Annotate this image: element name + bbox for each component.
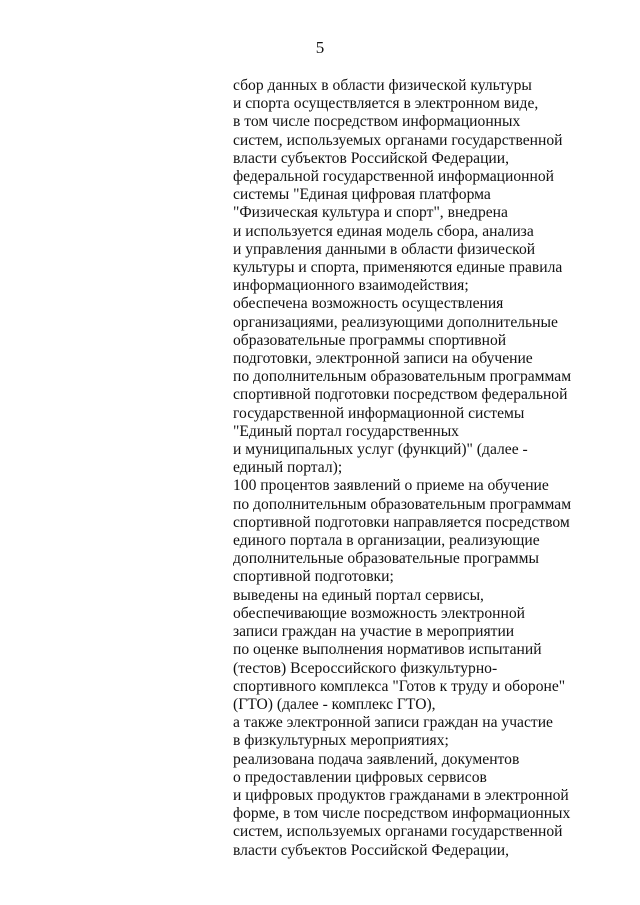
text-line: власти субъектов Российской Федерации, xyxy=(233,149,510,167)
text-line: спортивного комплекса "Готов к труду и обороне" xyxy=(233,677,566,695)
text-line: в физкультурных мероприятиях; xyxy=(233,732,449,750)
text-line: и цифровых продуктов гражданами в электронной xyxy=(233,786,569,804)
text-line: по оценке выполнения нормативов испытаний xyxy=(233,641,542,659)
text-line: и используется единая модель сбора, анализа xyxy=(233,222,534,240)
document-body xyxy=(233,77,633,860)
text-line: систем, используемых органами государственной xyxy=(233,131,563,149)
text-line: систем, используемых органами государственной xyxy=(233,823,563,841)
text-line: выведены на единый портал сервисы, xyxy=(233,586,484,604)
text-line: записи граждан на участие в мероприятии xyxy=(233,623,515,641)
text-line: культуры и спорта, применяются единые правила xyxy=(233,259,563,277)
text-line: 100 процентов заявлений о приеме на обучение xyxy=(233,477,549,495)
text-line: образовательные программы спортивной xyxy=(233,331,507,349)
text-line: и управления данными в области физической xyxy=(233,240,536,258)
text-line: организациями, реализующими дополнительные xyxy=(233,313,558,331)
text-line: обеспечена возможность осуществления xyxy=(233,295,504,313)
page-number: 5 xyxy=(315,38,325,57)
text-line: государственной информационной системы xyxy=(233,404,525,422)
text-line: и спорта осуществляется в электронном виде, xyxy=(233,95,539,113)
text-line: спортивной подготовки направляется посредством xyxy=(233,513,570,531)
text-line: по дополнительным образовательным программам xyxy=(233,495,572,513)
text-line: единого портала в организации, реализующие xyxy=(233,532,540,550)
text-line: единый портал); xyxy=(233,459,343,477)
text-line: сбор данных в области физической культуры xyxy=(233,77,532,94)
text-line: реализована подача заявлений, документов xyxy=(233,750,520,768)
text-line: а также электронной записи граждан на участие xyxy=(233,714,553,732)
text-line: в том числе посредством информационных xyxy=(233,113,521,131)
text-line: спортивной подготовки; xyxy=(233,568,394,586)
text-line: (тестов) Всероссийского физкультурно- xyxy=(233,659,498,677)
text-line: информационного взаимодействия; xyxy=(233,277,469,295)
text-line: спортивной подготовки посредством федеральной xyxy=(233,386,568,404)
text-line: "Единый портал государственных xyxy=(233,422,459,440)
text-line: и муниципальных услуг (функций)" (далее - xyxy=(233,441,528,459)
text-line: федеральной государственной информационной xyxy=(233,168,554,186)
text-line: по дополнительным образовательным программам xyxy=(233,368,572,386)
text-line: власти субъектов Российской Федерации, xyxy=(233,841,510,859)
text-line: обеспечивающие возможность электронной xyxy=(233,604,525,622)
text-line: (ГТО) (далее - комплекс ГТО), xyxy=(233,695,436,713)
text-line: дополнительные образовательные программы xyxy=(233,550,539,568)
text-line: форме, в том числе посредством информационных xyxy=(233,805,571,823)
text-line: подготовки, электронной записи на обучение xyxy=(233,350,533,368)
text-line: "Физическая культура и спорт", внедрена xyxy=(233,204,508,222)
text-line: о предоставлении цифровых сервисов xyxy=(233,768,487,786)
text-line: системы "Единая цифровая платформа xyxy=(233,186,491,204)
